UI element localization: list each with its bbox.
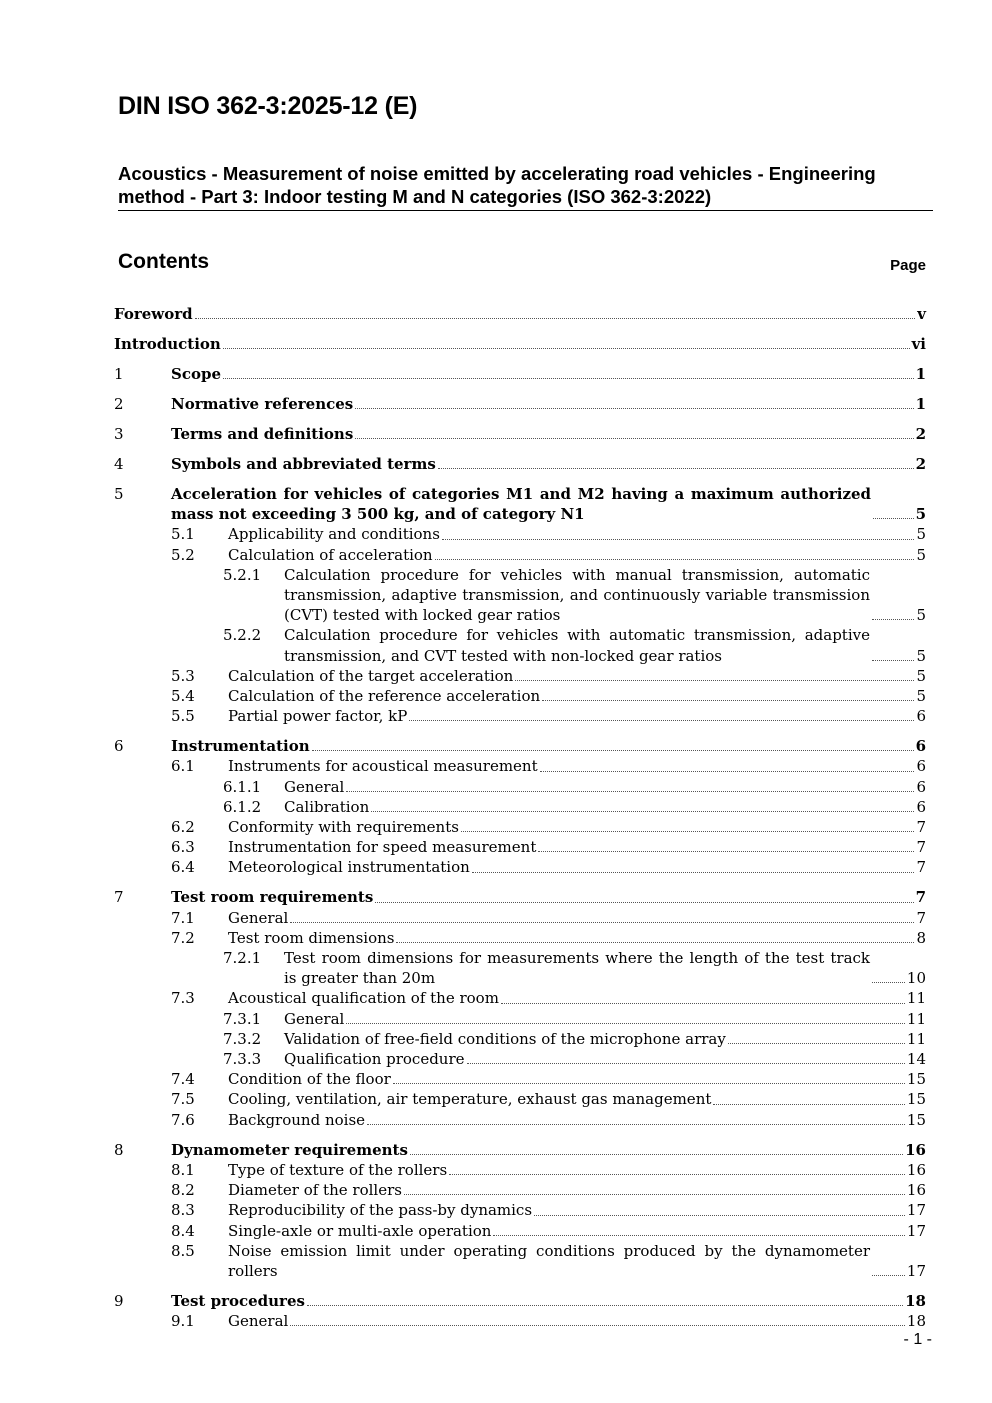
toc-entry-title: Terms and definitions: [171, 425, 354, 443]
toc-entry-number: 8: [114, 1140, 124, 1159]
toc-entry-page: 2: [915, 455, 926, 473]
dot-leader: [355, 408, 913, 409]
toc-entry-title: Calibration: [284, 797, 370, 816]
dot-leader: [728, 1043, 905, 1044]
dot-leader: [493, 1235, 904, 1236]
dot-leader: [409, 720, 914, 721]
toc-entry-page: 1: [915, 395, 926, 413]
toc-entry-title: Type of texture of the rollers: [228, 1160, 448, 1179]
toc-entry[interactable]: [114, 797, 926, 817]
toc-entry[interactable]: [114, 736, 926, 756]
toc-entry-number: 6: [114, 737, 124, 756]
document-title: Acoustics - Measurement of noise emitted by accelerating road vehicles - Engineering method - Part 3: Indoor testing M and N categories (ISO 362-3:2022): [118, 162, 933, 211]
toc-entry[interactable]: [114, 756, 926, 776]
toc-entry-page: 17: [906, 1261, 926, 1280]
dot-leader: [435, 559, 915, 560]
toc-entry-title: Scope: [171, 365, 222, 383]
toc-entry[interactable]: [114, 364, 926, 384]
toc-entry-number: 5.1: [171, 525, 195, 544]
toc-entry-number: 6.4: [171, 858, 195, 877]
toc-entry-number: 7.1: [171, 908, 195, 927]
toc-entry[interactable]: [114, 1200, 926, 1220]
toc-entry-title: Calculation procedure for vehicles with automatic transmission, adaptive transmission, and CVT tested with non-locked gear ratios: [284, 626, 870, 665]
toc-entry[interactable]: [114, 1110, 926, 1130]
toc-entry-number: 8.5: [171, 1241, 195, 1260]
toc-entry-number: 4: [114, 455, 124, 473]
toc-entry-number: 5.2.1: [223, 565, 262, 584]
toc-entry[interactable]: [114, 887, 926, 907]
toc-entry-page: 2: [915, 425, 926, 443]
toc-entry-page: 7: [916, 818, 926, 837]
toc-entry-number: 5.2.2: [223, 626, 262, 645]
toc-entry[interactable]: [114, 817, 926, 837]
toc-entry-page: v: [917, 305, 926, 323]
toc-entry-title: General: [284, 1009, 345, 1028]
dot-leader: [872, 982, 905, 983]
toc-entry-page: 6: [915, 737, 926, 756]
dot-leader: [346, 791, 914, 792]
toc-entry-page: 5: [916, 687, 926, 706]
dot-leader: [534, 1215, 905, 1216]
toc-entry-title: Acceleration for vehicles of categories M1 and M2 having a maximum authorized mass not exceeding 3 500 kg, and of category N1: [171, 485, 871, 524]
toc-entry-title: Introduction: [114, 335, 221, 353]
dot-leader: [501, 1003, 905, 1004]
toc-entry-title: Test room dimensions for measurements where the length of the test track is greater than 20m: [284, 949, 870, 988]
toc-entry-title: Applicability and conditions: [228, 525, 440, 544]
toc-entry-number: 5.2: [171, 545, 195, 564]
toc-entry[interactable]: [114, 1180, 926, 1200]
toc-entry-number: 5.5: [171, 707, 195, 726]
toc-entry-number: 8.4: [171, 1221, 195, 1240]
dot-leader: [367, 1124, 905, 1125]
toc-entry-title: Cooling, ventilation, air temperature, exhaust gas management: [228, 1090, 712, 1109]
toc-entry-number: 1: [114, 365, 124, 383]
dot-leader: [223, 378, 914, 379]
dot-leader: [449, 1174, 905, 1175]
toc-entry[interactable]: [114, 1069, 926, 1089]
toc-entry-title: Calculation of the target acceleration: [228, 666, 514, 685]
toc-entry-title: Symbols and abbreviated terms: [171, 455, 436, 473]
toc-entry-number: 8.2: [171, 1181, 195, 1200]
document-id: DIN ISO 362-3:2025-12 (E): [118, 92, 418, 120]
toc-entry-page: 8: [916, 928, 926, 947]
dot-leader: [312, 750, 914, 751]
dot-leader: [515, 680, 914, 681]
toc-entry-page: 11: [906, 1029, 926, 1048]
toc-entry-number: 6.1: [171, 757, 195, 776]
toc-entry-number: 7.3.1: [223, 1009, 262, 1028]
toc-entry[interactable]: [114, 484, 926, 524]
toc-entry[interactable]: [114, 666, 926, 686]
toc-entry[interactable]: [114, 837, 926, 857]
toc-entry-number: 7.5: [171, 1090, 195, 1109]
toc-entry-title: Reproducibility of the pass-by dynamics: [228, 1201, 533, 1220]
toc-entry[interactable]: [114, 1291, 926, 1311]
toc-entry-page: 5: [916, 666, 926, 685]
dot-leader: [461, 831, 915, 832]
toc-entry-page: 16: [906, 1160, 926, 1179]
toc-entry-title: Acoustical qualification of the room: [228, 989, 499, 1008]
toc-entry[interactable]: [114, 304, 926, 324]
dot-leader: [872, 619, 914, 620]
toc-entry-page: 5: [916, 606, 926, 625]
toc-entry-title: Calculation procedure for vehicles with manual transmission, automatic transmission, adaptive transmission, and continuously variable transmission (CVT) tested with locked gear ratios: [284, 565, 870, 625]
toc-entry-page: 5: [916, 525, 926, 544]
dot-leader: [873, 518, 914, 519]
dot-leader: [540, 771, 915, 772]
toc-entry-title: Calculation of the reference acceleration: [228, 687, 541, 706]
toc-entry-page: 7: [915, 888, 926, 907]
page-column-heading: Page: [890, 257, 926, 274]
toc-entry-page: 15: [906, 1090, 926, 1109]
toc-entry-title: Foreword: [114, 305, 193, 323]
toc-entry[interactable]: [114, 857, 926, 877]
toc-entry-page: 16: [906, 1181, 926, 1200]
dot-leader: [538, 851, 914, 852]
toc-entry-number: 6.2: [171, 818, 195, 837]
dot-leader: [393, 1083, 905, 1084]
toc-entry-title: Partial power factor, kP: [228, 707, 408, 726]
toc-entry-page: vi: [911, 335, 926, 353]
toc-entry[interactable]: [114, 686, 926, 706]
toc-entry-number: 8.1: [171, 1160, 195, 1179]
toc-entry-page: 17: [906, 1201, 926, 1220]
toc-entry-number: 2: [114, 395, 124, 413]
toc-entry[interactable]: [114, 625, 926, 665]
dot-leader: [467, 1063, 905, 1064]
toc-entry-title: Test procedures: [171, 1291, 305, 1310]
toc-entry[interactable]: [114, 1049, 926, 1069]
dot-leader: [223, 348, 910, 349]
toc-entry[interactable]: [114, 565, 926, 626]
toc-entry[interactable]: [114, 1029, 926, 1049]
dot-leader: [438, 468, 914, 469]
toc-entry-title: Conformity with requirements: [228, 818, 459, 837]
table-of-contents: [114, 304, 926, 1331]
toc-entry-page: 15: [906, 1110, 926, 1129]
toc-entry-title: Qualification procedure: [284, 1050, 465, 1069]
toc-entry-page: 5: [916, 646, 926, 665]
toc-entry-number: 6.1.1: [223, 777, 262, 796]
toc-entry-page: 7: [916, 838, 926, 857]
toc-entry-page: 14: [906, 1050, 926, 1069]
toc-entry-title: Noise emission limit under operating conditions produced by the dynamometer rollers: [228, 1241, 870, 1280]
toc-entry[interactable]: [114, 524, 926, 544]
toc-entry-title: Instruments for acoustical measurement: [228, 757, 538, 776]
toc-entry-title: Validation of free-field conditions of the microphone array: [284, 1029, 726, 1048]
toc-entry-page: 10: [906, 969, 926, 988]
toc-entry[interactable]: [114, 1221, 926, 1241]
dot-leader: [346, 1023, 905, 1024]
toc-entry-title: General: [284, 777, 345, 796]
toc-entry[interactable]: [114, 777, 926, 797]
toc-entry[interactable]: [114, 545, 926, 565]
contents-heading: Contents: [118, 250, 209, 273]
toc-entry[interactable]: [114, 928, 926, 948]
toc-entry-number: 6.3: [171, 838, 195, 857]
toc-entry-page: 11: [906, 989, 926, 1008]
toc-entry-page: 6: [916, 707, 926, 726]
dot-leader: [375, 902, 913, 903]
toc-entry-page: 18: [905, 1291, 926, 1310]
toc-entry-number: 7.6: [171, 1110, 195, 1129]
toc-entry-number: 9: [114, 1291, 124, 1310]
toc-entry[interactable]: [114, 988, 926, 1008]
toc-entry[interactable]: [114, 706, 926, 726]
toc-entry-title: Dynamometer requirements: [171, 1140, 408, 1159]
toc-entry-page: 6: [916, 777, 926, 796]
toc-entry-number: 7.3: [171, 989, 195, 1008]
dot-leader: [872, 1275, 905, 1276]
toc-entry[interactable]: [114, 1160, 926, 1180]
toc-entry[interactable]: [114, 424, 926, 444]
toc-entry-title: Instrumentation: [171, 737, 310, 756]
toc-entry-title: Diameter of the rollers: [228, 1181, 402, 1200]
toc-entry-page: 15: [906, 1070, 926, 1089]
toc-entry-page: 16: [905, 1140, 926, 1159]
toc-entry-number: 5.4: [171, 687, 195, 706]
toc-entry-page: 7: [916, 858, 926, 877]
toc-entry-page: 6: [916, 797, 926, 816]
dot-leader: [290, 922, 914, 923]
toc-entry[interactable]: [114, 454, 926, 474]
toc-entry-page: 5: [915, 505, 926, 524]
toc-entry[interactable]: [114, 1009, 926, 1029]
toc-entry-number: 5: [114, 485, 124, 503]
toc-entry[interactable]: [114, 948, 926, 988]
dot-leader: [371, 811, 914, 812]
toc-entry-number: 7.2.1: [223, 949, 262, 968]
toc-entry[interactable]: [114, 394, 926, 414]
toc-entry-number: 3: [114, 425, 124, 443]
toc-entry-title: Instrumentation for speed measurement: [228, 838, 537, 857]
toc-entry-title: Meteorological instrumentation: [228, 858, 470, 877]
dot-leader: [872, 660, 914, 661]
dot-leader: [195, 318, 916, 319]
dot-leader: [442, 539, 915, 540]
toc-entry[interactable]: [114, 1140, 926, 1160]
page-number-footer: - 1 -: [903, 1331, 932, 1348]
toc-entry-page: 1: [915, 365, 926, 383]
toc-entry-number: 7: [114, 888, 124, 907]
toc-entry-title: Normative references: [171, 395, 354, 413]
dot-leader: [542, 700, 914, 701]
toc-entry-page: 17: [906, 1221, 926, 1240]
toc-entry-page: 11: [906, 1009, 926, 1028]
toc-entry-number: 5.3: [171, 666, 195, 685]
toc-entry[interactable]: [114, 1089, 926, 1109]
toc-entry-page: 7: [916, 908, 926, 927]
toc-entry-number: 7.2: [171, 928, 195, 947]
toc-entry-title: General: [228, 1312, 289, 1331]
dot-leader: [713, 1104, 905, 1105]
toc-entry-title: General: [228, 908, 289, 927]
toc-entry-title: Condition of the floor: [228, 1070, 391, 1089]
toc-entry-page: 5: [916, 545, 926, 564]
toc-entry-title: Single-axle or multi-axle operation: [228, 1221, 492, 1240]
toc-entry-number: 7.4: [171, 1070, 195, 1089]
dot-leader: [355, 438, 913, 439]
dot-leader: [404, 1194, 905, 1195]
toc-entry-number: 6.1.2: [223, 797, 262, 816]
dot-leader: [290, 1325, 905, 1326]
toc-entry-title: Test room requirements: [171, 888, 374, 907]
toc-entry[interactable]: [114, 1241, 926, 1281]
toc-entry[interactable]: [114, 1311, 926, 1331]
toc-entry-page: 6: [916, 757, 926, 776]
toc-entry-number: 7.3.3: [223, 1050, 262, 1069]
toc-entry[interactable]: [114, 334, 926, 354]
toc-entry-number: 8.3: [171, 1201, 195, 1220]
toc-entry-title: Calculation of acceleration: [228, 545, 433, 564]
toc-entry[interactable]: [114, 908, 926, 928]
toc-entry-number: 9.1: [171, 1312, 195, 1331]
dot-leader: [307, 1305, 903, 1306]
toc-entry-page: 18: [906, 1312, 926, 1331]
dot-leader: [410, 1154, 903, 1155]
toc-entry-title: Background noise: [228, 1110, 366, 1129]
toc-entry-title: Test room dimensions: [228, 928, 395, 947]
toc-entry-number: 7.3.2: [223, 1029, 262, 1048]
dot-leader: [472, 872, 915, 873]
dot-leader: [396, 942, 914, 943]
